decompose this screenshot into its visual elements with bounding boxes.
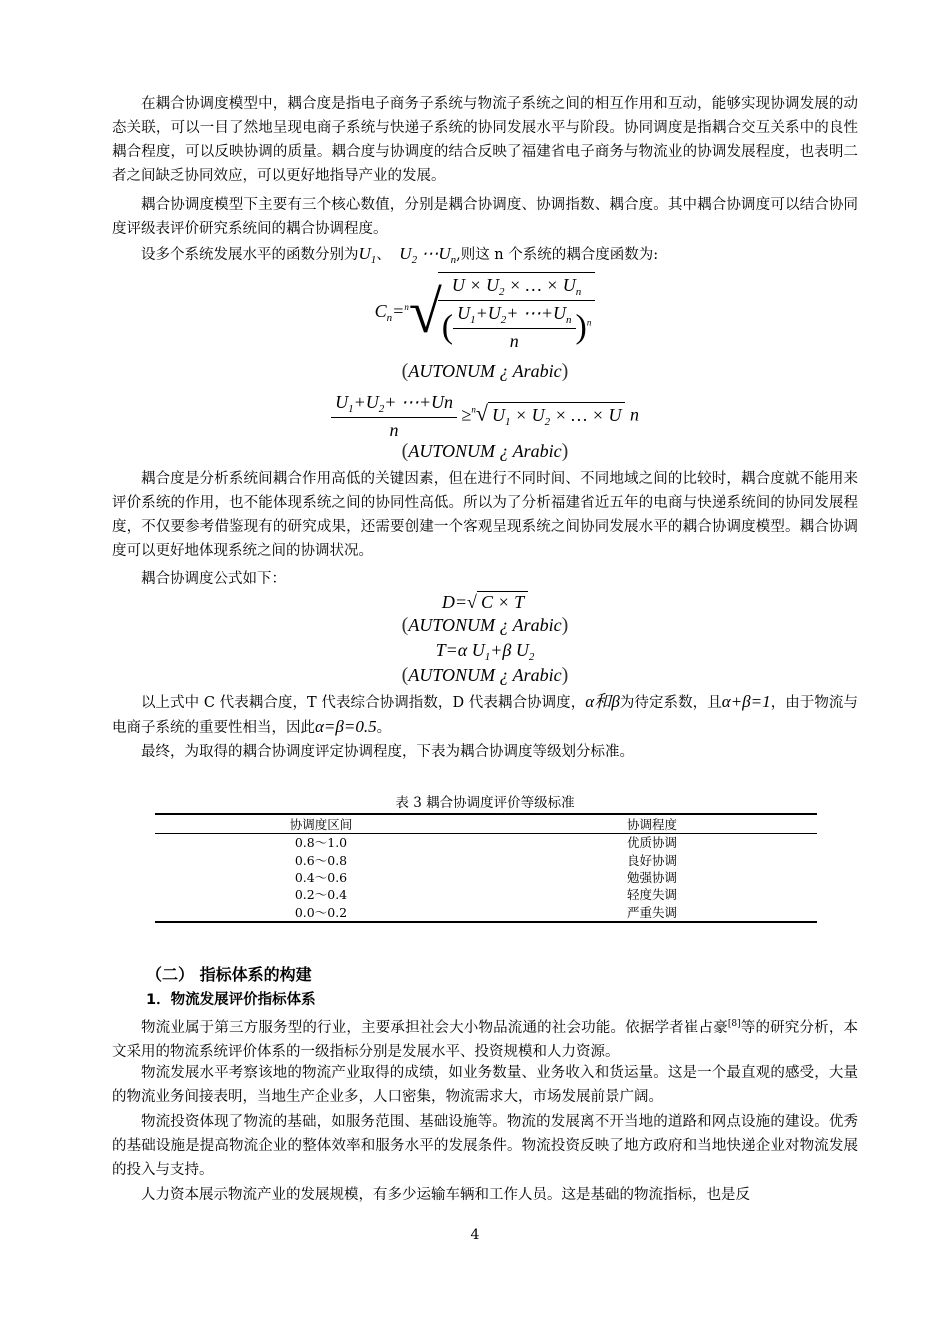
table-cell: 优质协调 xyxy=(626,835,677,851)
paragraph-coupling-analysis: 耦合度是分析系统间耦合作用高低的关键因素，但在进行不同时间、不同地域之间的比较时，耦合度就不能用来评价系统的作用，也不能体现系统之间的协同性高低。所以为了分析福建省近五年的电商与快递系统间的协同发展程度，不仅要参考借鉴现有的研究成果，还需要创建一个客观呈现系统之间协同发展水平的耦合协调度模型。耦合协调度可以更好地体现系统之间的协调状况。 xyxy=(112,471,858,559)
math-u2: $U_2$ $\cdots U_n$ xyxy=(399,244,457,266)
text-fragment: 、 xyxy=(376,247,391,263)
paragraph-variable-definitions xyxy=(112,690,858,740)
page-number: 4 xyxy=(470,1227,480,1243)
table-row xyxy=(155,851,817,868)
math-sum-one: α+β=1 xyxy=(721,692,771,711)
text-fragment: 为待定系数，且 xyxy=(619,695,722,711)
math-alpha-beta: α和β xyxy=(585,692,620,711)
equation-number-4: (AUTONUM ¿ Arabic) xyxy=(401,664,569,686)
coordination-grade-table xyxy=(155,813,817,923)
text-fragment: 等的研究分析，本文采用的物流系统评价体系的一级指标分别是发展水平、投资规模和人力资源。 xyxy=(112,1020,858,1060)
paragraph-table-intro: 最终，为取得的耦合协调度评定协调程度，下表为耦合协调度等级划分标准。 xyxy=(141,744,634,760)
text-fragment: ，由于物流与电商子系统的重要性相当，因此 xyxy=(112,695,858,736)
column-header-level: 协调程度 xyxy=(487,814,817,834)
column-header-interval: 协调度区间 xyxy=(155,814,487,834)
table-cell: 0.0～0.2 xyxy=(155,904,487,922)
table-caption: 表 3 耦合协调度评价等级标准 xyxy=(395,795,575,811)
equation-mean-inequality: $\frac{U_1+U_2+ \cdots+Un}{n}$ ≥$^n$√ $U_1 \times U_2$ × … × U n xyxy=(112,392,858,441)
paragraph-formula-intro: 耦合协调度公式如下： xyxy=(141,571,286,587)
table-cell: 0.8～1.0 xyxy=(294,835,348,851)
text-fragment: 物流业属于第三方服务型的行业，主要承担社会大小物品流通的社会功能。依据学者崔占豪 xyxy=(141,1020,728,1036)
equation-coupling-degree: $C_n=_n√$ $U \times U_2$ × … × $U_n$ ( $\frac{U_1+U_2+ \cdots+U_n}{n}$ )$^n$ xyxy=(112,272,858,352)
table-row xyxy=(155,904,817,922)
section-heading: （二） 指标体系的构建 xyxy=(146,965,312,984)
table-cell: 0.6～0.8 xyxy=(294,852,348,868)
table-row xyxy=(155,869,817,886)
equation-number-1: (AUTONUM ¿ Arabic) xyxy=(401,360,569,382)
equation-coordination-t: T=α $U_1+\beta$ $U_2$ xyxy=(435,640,535,663)
table-cell: 良好协调 xyxy=(626,852,677,868)
equation-number-3: (AUTONUM ¿ Arabic) xyxy=(401,614,569,636)
table-cell: 轻度失调 xyxy=(626,887,677,903)
paragraph-logistics-investment: 物流投资体现了物流的基础，如服务范围、基础设施等。物流的发展离不开当地的道路和网点设施的建设。优秀的基础设施是提高物流企业的整体效率和服务水平的发展条件。物流投资反映了地方政府和当地快递企业对物流发展的投入与支持。 xyxy=(112,1114,858,1178)
paragraph-core-values: 耦合协调度模型下主要有三个核心数值，分别是耦合协调度、协调指数、耦合度。其中耦合协调度可以结合协同度评级表评价研究系统间的耦合协调程度。 xyxy=(112,197,858,237)
table-cell: 0.2～0.4 xyxy=(294,887,348,903)
table-row xyxy=(155,834,817,852)
text-fragment: 以上式中 C 代表耦合度，T 代表综合协调指数，D 代表耦合协调度， xyxy=(141,695,586,711)
paragraph-system-functions: 设多个系统发展水平的函数分别为$U_1$、 $U_2$ $\cdots U_n$,则这 n 个系统的耦合度函数为: xyxy=(141,244,659,266)
equation-coordination-d: D=√ C × T xyxy=(112,591,858,613)
table-header-row xyxy=(155,814,817,834)
paragraph-human-capital: 人力资本展示物流产业的发展规模，有多少运输车辆和工作人员。这是基础的物流指标，也是反 xyxy=(141,1187,750,1203)
paragraph-development-level: 物流发展水平考察该地的物流产业取得的成绩，如业务数量、业务收入和货运量。这是一个最直观的感受，大量的物流业务间接表明，当地生产企业多，人口密集，物流需求大，市场发展前景广阔。 xyxy=(112,1065,858,1105)
paragraph-logistics-industry xyxy=(112,1012,858,1064)
math-equal-half: α=β=0.5 xyxy=(315,717,377,736)
text-fragment: 设多个系统发展水平的函数分别为 xyxy=(141,247,359,263)
subsection-heading: 1．物流发展评价指标体系 xyxy=(146,992,316,1008)
table-cell: 严重失调 xyxy=(487,904,817,922)
math-u1: $U_1$ xyxy=(358,244,377,266)
text-fragment: 则这 n 个系统的耦合度函数为: xyxy=(460,247,659,263)
equation-number-2: (AUTONUM ¿ Arabic) xyxy=(401,440,569,462)
paragraph-coupling-model: 在耦合协调度模型中，耦合度是指电子商务子系统与物流子系统之间的相互作用和互动，能够实现协调发展的动态关联，可以一目了然地呈现电商子系统与快递子系统的协同发展水平与阶段。协同调度是指耦合交互关系中的良性耦合程度，可以反映协调的质量。耦合度与协调度的结合反映了福建省电子商务与物流业的协调发展程度，也表明二者之间缺乏协同效应，可以更好地指导产业的发展。 xyxy=(112,96,858,184)
table-cell: 勉强协调 xyxy=(626,869,677,885)
citation-ref: [8] xyxy=(727,1019,741,1029)
table-cell: 0.4～0.6 xyxy=(294,869,348,885)
table-row xyxy=(155,886,817,903)
text-fragment: 。 xyxy=(376,720,392,736)
